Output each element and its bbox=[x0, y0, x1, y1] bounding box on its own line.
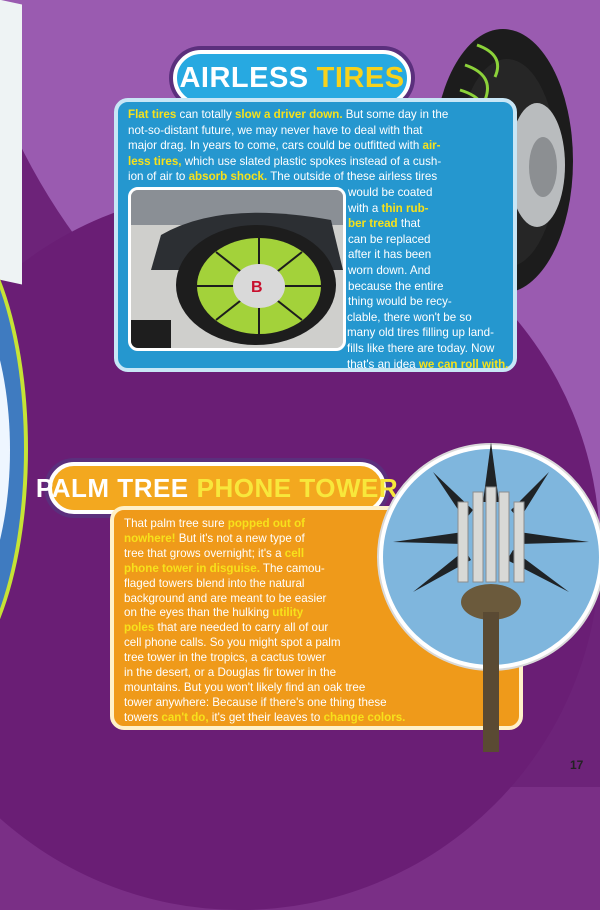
section2-line: tower anywhere: Because if there's one thing these bbox=[124, 695, 387, 709]
section2-line: poles that are needed to carry all of our bbox=[124, 621, 329, 635]
section2-line: That palm tree sure popped out of bbox=[124, 517, 306, 530]
section1-side-line: can be replaced bbox=[348, 232, 431, 246]
section1-line: ion of air to absorb shock. The outside of these airless tires bbox=[128, 170, 438, 184]
section2-line: nowhere! But it's not a new type of bbox=[124, 531, 305, 545]
svg-text:B: B bbox=[251, 279, 263, 296]
section1-side-line: with a thin rub- bbox=[348, 201, 429, 215]
section1-side-line: because the entire bbox=[348, 279, 444, 293]
section2-line: tree tower in the tropics, a cactus tower bbox=[124, 651, 326, 665]
section1-title-main: AIRLESS bbox=[179, 61, 309, 94]
section1-side-line: clable, there won't be so bbox=[347, 310, 472, 324]
section1-side-line: many old tires filling up land- bbox=[347, 326, 494, 340]
airless-tire-photo bbox=[128, 187, 346, 351]
section2-line: cell phone calls. So you might spot a palm bbox=[124, 636, 341, 650]
section1-side-line: ber tread that bbox=[348, 217, 421, 231]
section1-side-line: worn down. And bbox=[348, 264, 431, 277]
section2-line: on the eyes than the hulking utility bbox=[124, 606, 304, 620]
section1-line: Flat tires can totally slow a driver down. But some day in the bbox=[128, 108, 449, 121]
section1-line: not-so-distant future, we may never have to deal with that bbox=[128, 123, 423, 137]
section2-line: in the desert, or a Douglas fir tower in the bbox=[124, 666, 337, 679]
section1-title-highlight: TIRES bbox=[316, 61, 405, 94]
section1-side-line: thing would be recy- bbox=[348, 295, 452, 309]
section1-side-line: that's an idea we can roll with. bbox=[347, 357, 509, 371]
section1-side-line: fills like there are today. Now bbox=[347, 342, 495, 355]
section1-side-line: after it has been bbox=[348, 248, 432, 262]
section2-line: towers can't do, it's get their leaves to change colors. bbox=[124, 710, 406, 724]
palm-tree-tower-image bbox=[373, 432, 600, 752]
section2-line: phone tower in disguise. The camou- bbox=[124, 561, 325, 575]
section2-title-main: PALM TREE bbox=[35, 472, 189, 503]
section1-side-line: would be coated bbox=[348, 186, 433, 199]
left-edge-panel bbox=[0, 0, 22, 284]
section1-line: less tires, which use slated plastic spokes instead of a cush- bbox=[128, 154, 442, 168]
section2-line: background and are meant to be easier bbox=[124, 591, 327, 605]
section2-title-highlight: PHONE TOWER bbox=[196, 472, 399, 503]
section2-line: mountains. But you won't likely find an oak tree bbox=[124, 680, 366, 694]
section2-line: tree that grows overnight; it's a cell bbox=[124, 546, 305, 560]
section2-line: flaged towers blend into the natural bbox=[124, 576, 305, 590]
section1-line: major drag. In years to come, cars could be outfitted with air- bbox=[128, 139, 441, 153]
page-number: 17 bbox=[570, 758, 584, 772]
